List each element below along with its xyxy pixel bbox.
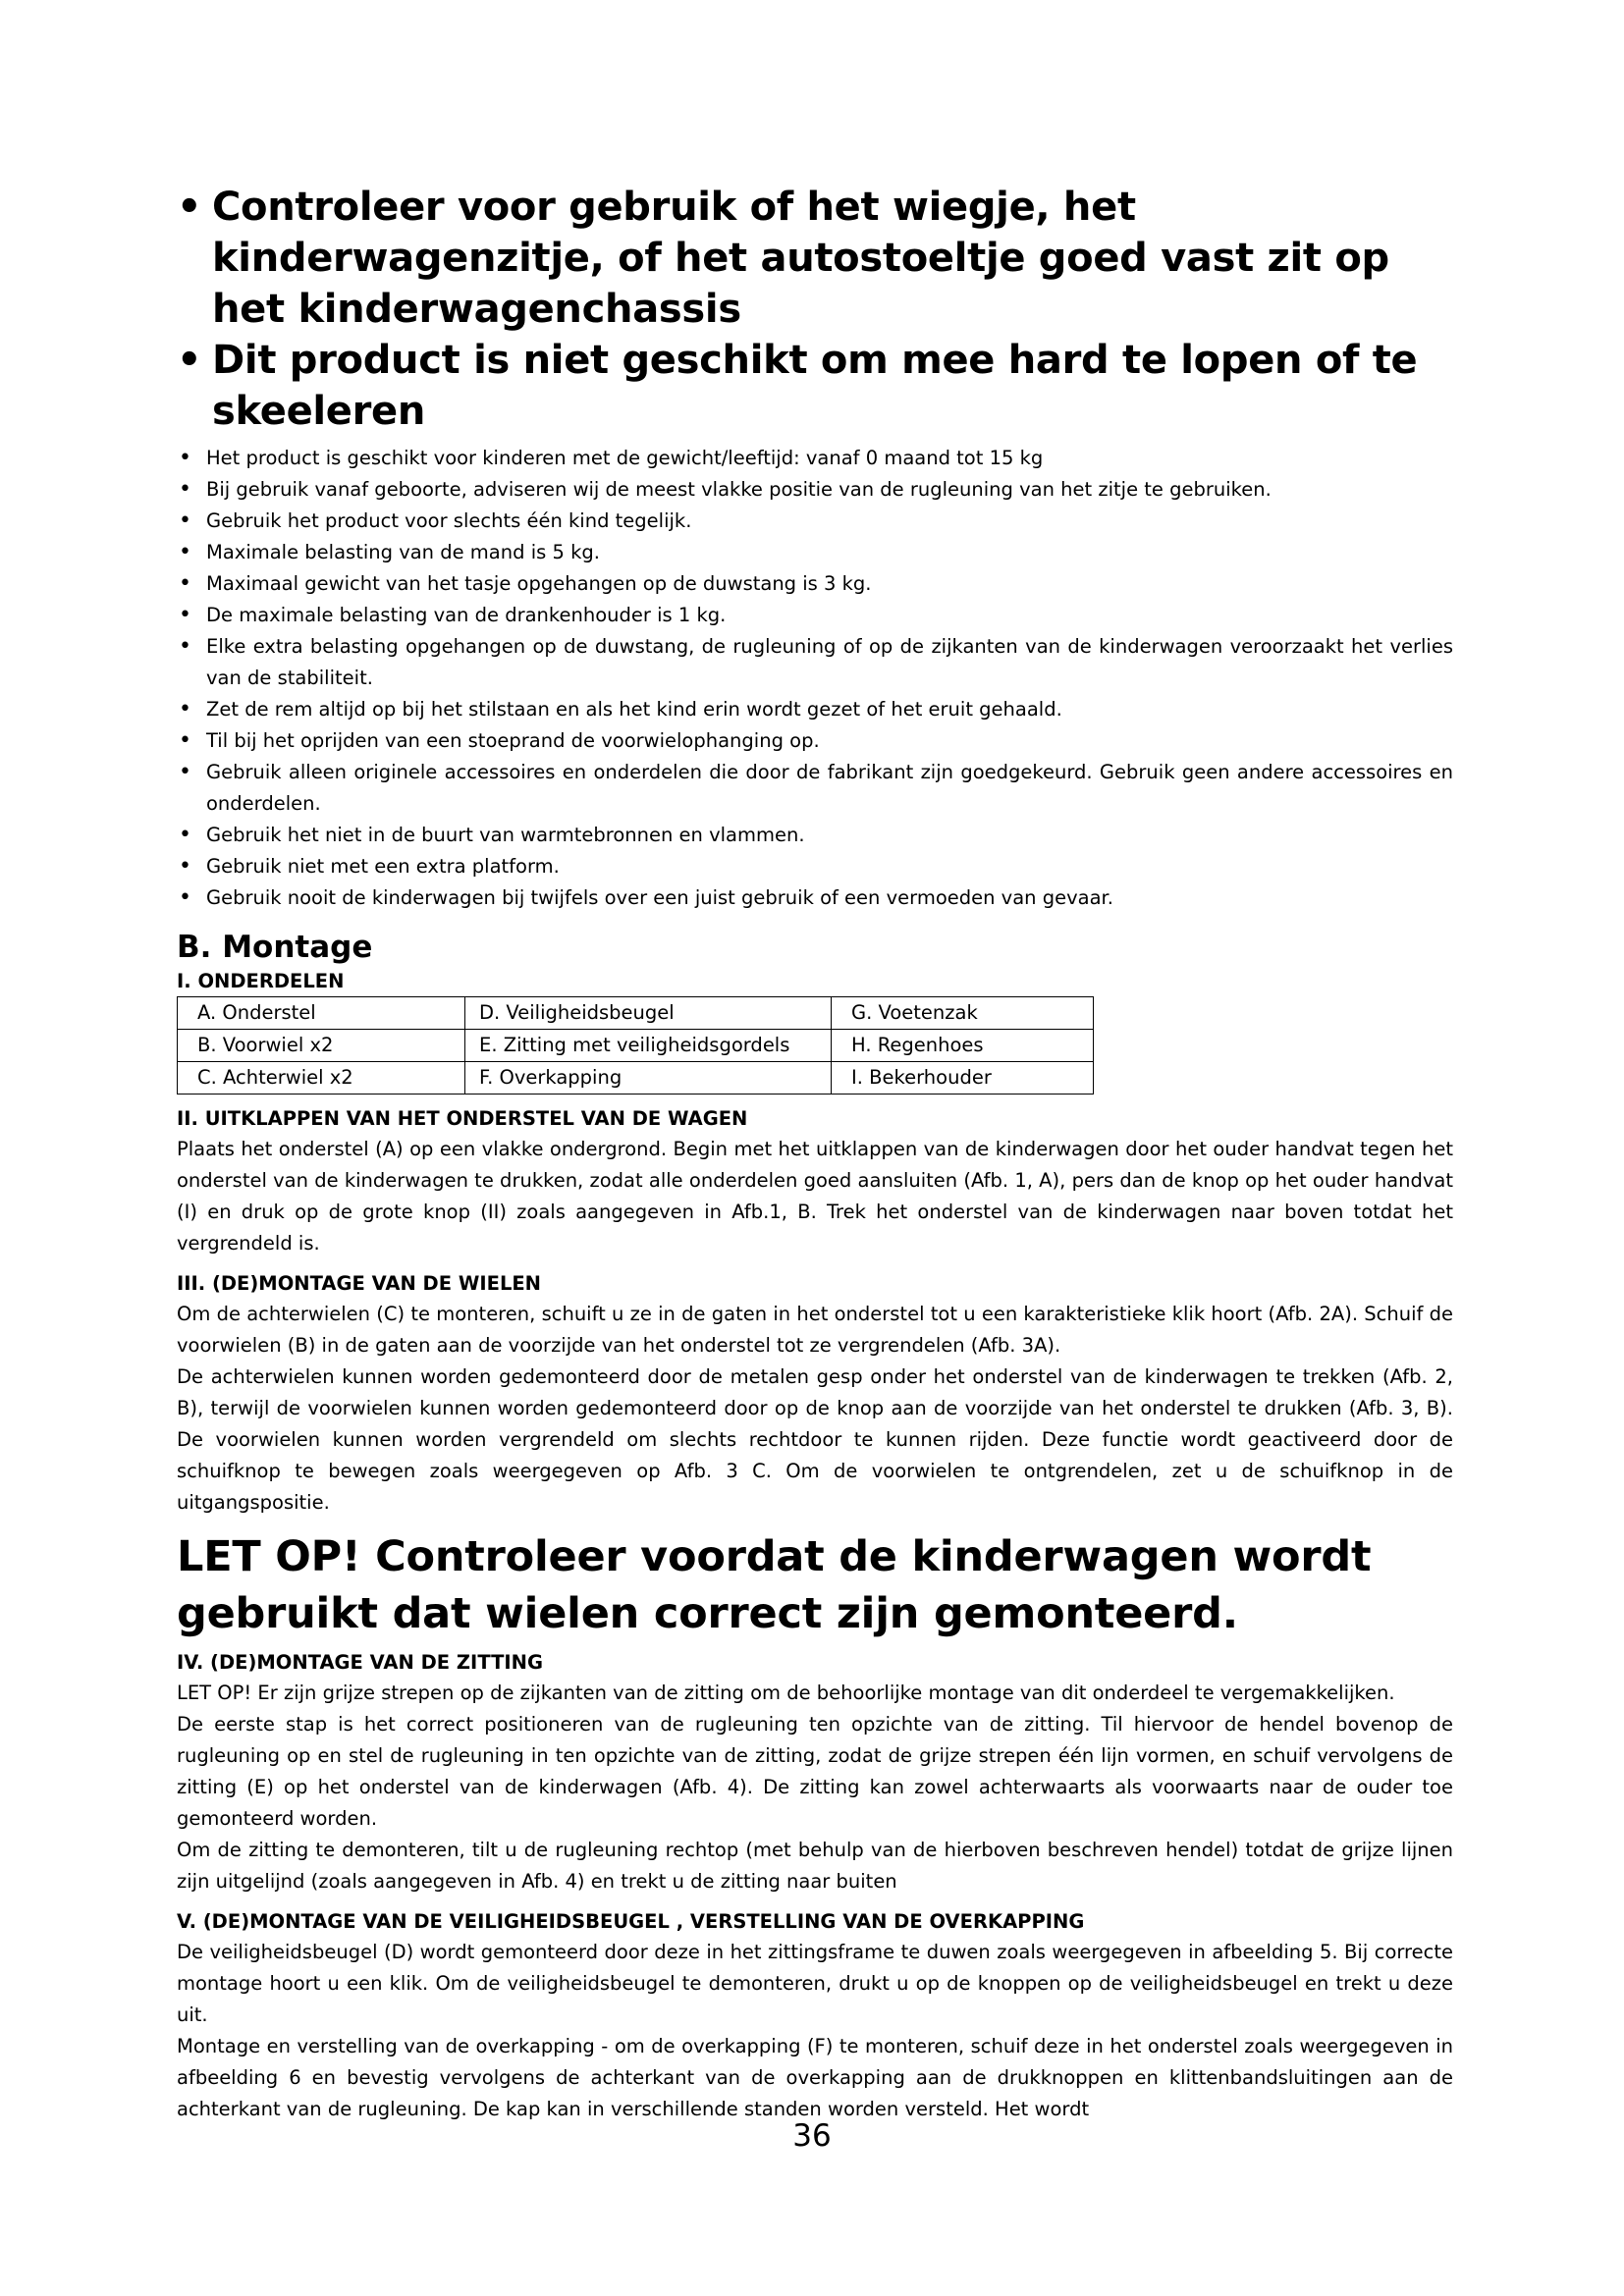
document-page bbox=[177, 182, 1453, 2125]
table-cell: I. Bekerhouder bbox=[832, 1062, 1094, 1095]
paragraph-seat-1: LET OP! Er zijn grijze strepen op de zijkanten van de zitting om de behoorlijke montage van dit onderdeel te vergemakkelijken. bbox=[177, 1682, 1395, 1704]
warning-heading: LET OP! Controleer voordat de kinderwagen wordt gebruikt dat wielen correct zijn gemonteerd. bbox=[177, 1532, 1372, 1638]
paragraph-wheels-2: De achterwielen kunnen worden gedemonteerd door de metalen gesp onder het onderstel van de kinderwagen te trekken (Afb. 2, B), terwijl de voorwielen kunnen worden gedemonteerd door op de knop aan de voorzijde van het onderstel te drukken (Afb. 3, B). De voorwielen kunnen worden vergrendeld om slechts rechtdoor te kunnen rijden. Deze functie wordt geactiveerd door de schuifknop te bewegen zoals weergegeven op Afb. 3 C. Om de voorwielen te ontgrendelen, zet u de schuifknop in de uitgangspositie. bbox=[177, 1365, 1453, 1514]
page-number: 36 bbox=[792, 2118, 832, 2154]
table-cell: E. Zitting met veiligheidsgordels bbox=[465, 1030, 832, 1062]
list-item: • Bij gebruik vanaf geboorte, adviseren wij de meest vlakke positie van de rugleuning van het zitje te gebruiken. bbox=[177, 474, 1453, 506]
heading-unfolding: II. UITKLAPPEN VAN HET ONDERSTEL VAN DE WAGEN bbox=[177, 1107, 748, 1130]
list-item: • Maximaal gewicht van het tasje opgehangen op de duwstang is 3 kg. bbox=[177, 568, 1453, 600]
safety-rules-list bbox=[177, 443, 1453, 914]
list-item: • Gebruik niet met een extra platform. bbox=[177, 851, 1453, 882]
list-item: • Elke extra belasting opgehangen op de duwstang, de rugleuning of op de zijkanten van de kinderwagen veroorzaakt het verlies van de stabiliteit. bbox=[177, 631, 1453, 694]
top-bullet-2 bbox=[177, 335, 1453, 437]
table-cell: A. Onderstel bbox=[178, 997, 465, 1030]
list-item: • Zet de rem altijd op bij het stilstaan en als het kind erin wordt gezet of het eruit gehaald. bbox=[177, 694, 1453, 725]
list-item: • Maximale belasting van de mand is 5 kg. bbox=[177, 537, 1453, 568]
table-cell: D. Veiligheidsbeugel bbox=[465, 997, 832, 1030]
table-row bbox=[178, 997, 1094, 1030]
top-bullet-text: Controleer voor gebruik of het wiegje, het kinderwagenzitje, of het autostoeltje goed vast zit op het kinderwagenchassis bbox=[212, 185, 1389, 332]
bullet-icon: • bbox=[177, 185, 202, 230]
bullet-icon: • bbox=[177, 338, 202, 383]
paragraph-unfolding: Plaats het onderstel (A) op een vlakke ondergrond. Begin met het uitklappen van de kinderwagen door het ouder handvat tegen het onderstel van de kinderwagen te drukken, zodat alle onderdelen goed aansluiten (Afb. 1, A), pers dan de knop op het ouder handvat (I) en druk op de grote knop (II) zoals aangegeven in Afb.1, B. Trek het onderstel van de kinderwagen naar boven totdat het vergrendeld is. bbox=[177, 1138, 1453, 1255]
list-item: • Til bij het oprijden van een stoeprand de voorwielophanging op. bbox=[177, 725, 1453, 757]
list-item: • Gebruik alleen originele accessoires en onderdelen die door de fabrikant zijn goedgekeurd. Gebruik geen andere accessoires en onderdelen. bbox=[177, 757, 1453, 820]
list-item: • Gebruik nooit de kinderwagen bij twijfels over een juist gebruik of een vermoeden van gevaar. bbox=[177, 882, 1453, 914]
list-item: • Gebruik het product voor slechts één kind tegelijk. bbox=[177, 506, 1453, 537]
table-cell: C. Achterwiel x2 bbox=[178, 1062, 465, 1095]
top-bullet-text: Dit product is niet geschikt om mee hard te lopen of te skeeleren bbox=[212, 338, 1418, 434]
paragraph-canopy: Montage en verstelling van de overkapping - om de overkapping (F) te monteren, schuif deze in het onderstel zoals weergegeven in afbeelding 6 en bevestig vervolgens de achterkant van de overkapping aan de drukknoppen en klittenbandsluitingen aan de achterkant van de rugleuning. De kap kan in verschillende standen worden versteld. Het wordt bbox=[177, 2035, 1453, 2120]
heading-bumper-canopy: V. (DE)MONTAGE VAN DE VEILIGHEIDSBEUGEL , VERSTELLING VAN DE OVERKAPPING bbox=[177, 1910, 1085, 1933]
table-cell: B. Voorwiel x2 bbox=[178, 1030, 465, 1062]
parts-table bbox=[177, 996, 1094, 1095]
table-cell: G. Voetenzak bbox=[832, 997, 1094, 1030]
table-row bbox=[178, 1030, 1094, 1062]
list-item: • Gebruik het niet in de buurt van warmtebronnen en vlammen. bbox=[177, 820, 1453, 851]
paragraph-wheels-1: Om de achterwielen (C) te monteren, schuift u ze in de gaten in het onderstel tot u een karakteristieke klik hoort (Afb. 2A). Schuif de voorwielen (B) in de gaten aan de voorzijde van het onderstel tot ze vergrendelen (Afb. 3A). bbox=[177, 1303, 1453, 1357]
paragraph-seat-2: De eerste stap is het correct positioneren van de rugleuning ten opzichte van de zitting. Til hiervoor de hendel bovenop de rugleuning op en stel de rugleuning in ten opzichte van de zitting, zodat de grijze strepen één lijn vormen, en schuif vervolgens de zitting (E) op het onderstel van de kinderwagen (Afb. 4). De zitting kan zowel achterwaarts als voorwaarts naar de ouder toe gemonteerd worden. bbox=[177, 1713, 1453, 1830]
table-cell: F. Overkapping bbox=[465, 1062, 832, 1095]
heading-seat: IV. (DE)MONTAGE VAN DE ZITTING bbox=[177, 1651, 543, 1674]
section-title-montage: B. Montage bbox=[177, 930, 373, 965]
heading-wheels: III. (DE)MONTAGE VAN DE WIELEN bbox=[177, 1272, 542, 1295]
top-bullet-1 bbox=[177, 182, 1453, 335]
paragraph-bumper: De veiligheidsbeugel (D) wordt gemonteerd door deze in het zittingsframe te duwen zoals weergegeven in afbeelding 5. Bij correcte montage hoort u een klik. Om de veiligheidsbeugel te demonteren, drukt u op de knoppen op de veiligheidsbeugel en trekt u deze uit. bbox=[177, 1941, 1453, 2026]
list-item: • Het product is geschikt voor kinderen met de gewicht/leeftijd: vanaf 0 maand tot 15 kg bbox=[177, 443, 1453, 474]
parts-heading: I. ONDERDELEN bbox=[177, 970, 345, 992]
list-item: • De maximale belasting van de drankenhouder is 1 kg. bbox=[177, 600, 1453, 631]
table-row bbox=[178, 1062, 1094, 1095]
table-cell: H. Regenhoes bbox=[832, 1030, 1094, 1062]
paragraph-seat-3: Om de zitting te demonteren, tilt u de rugleuning rechtop (met behulp van de hierboven beschreven hendel) totdat de grijze lijnen zijn uitgelijnd (zoals aangegeven in Afb. 4) en trekt u de zitting naar buiten bbox=[177, 1839, 1453, 1893]
